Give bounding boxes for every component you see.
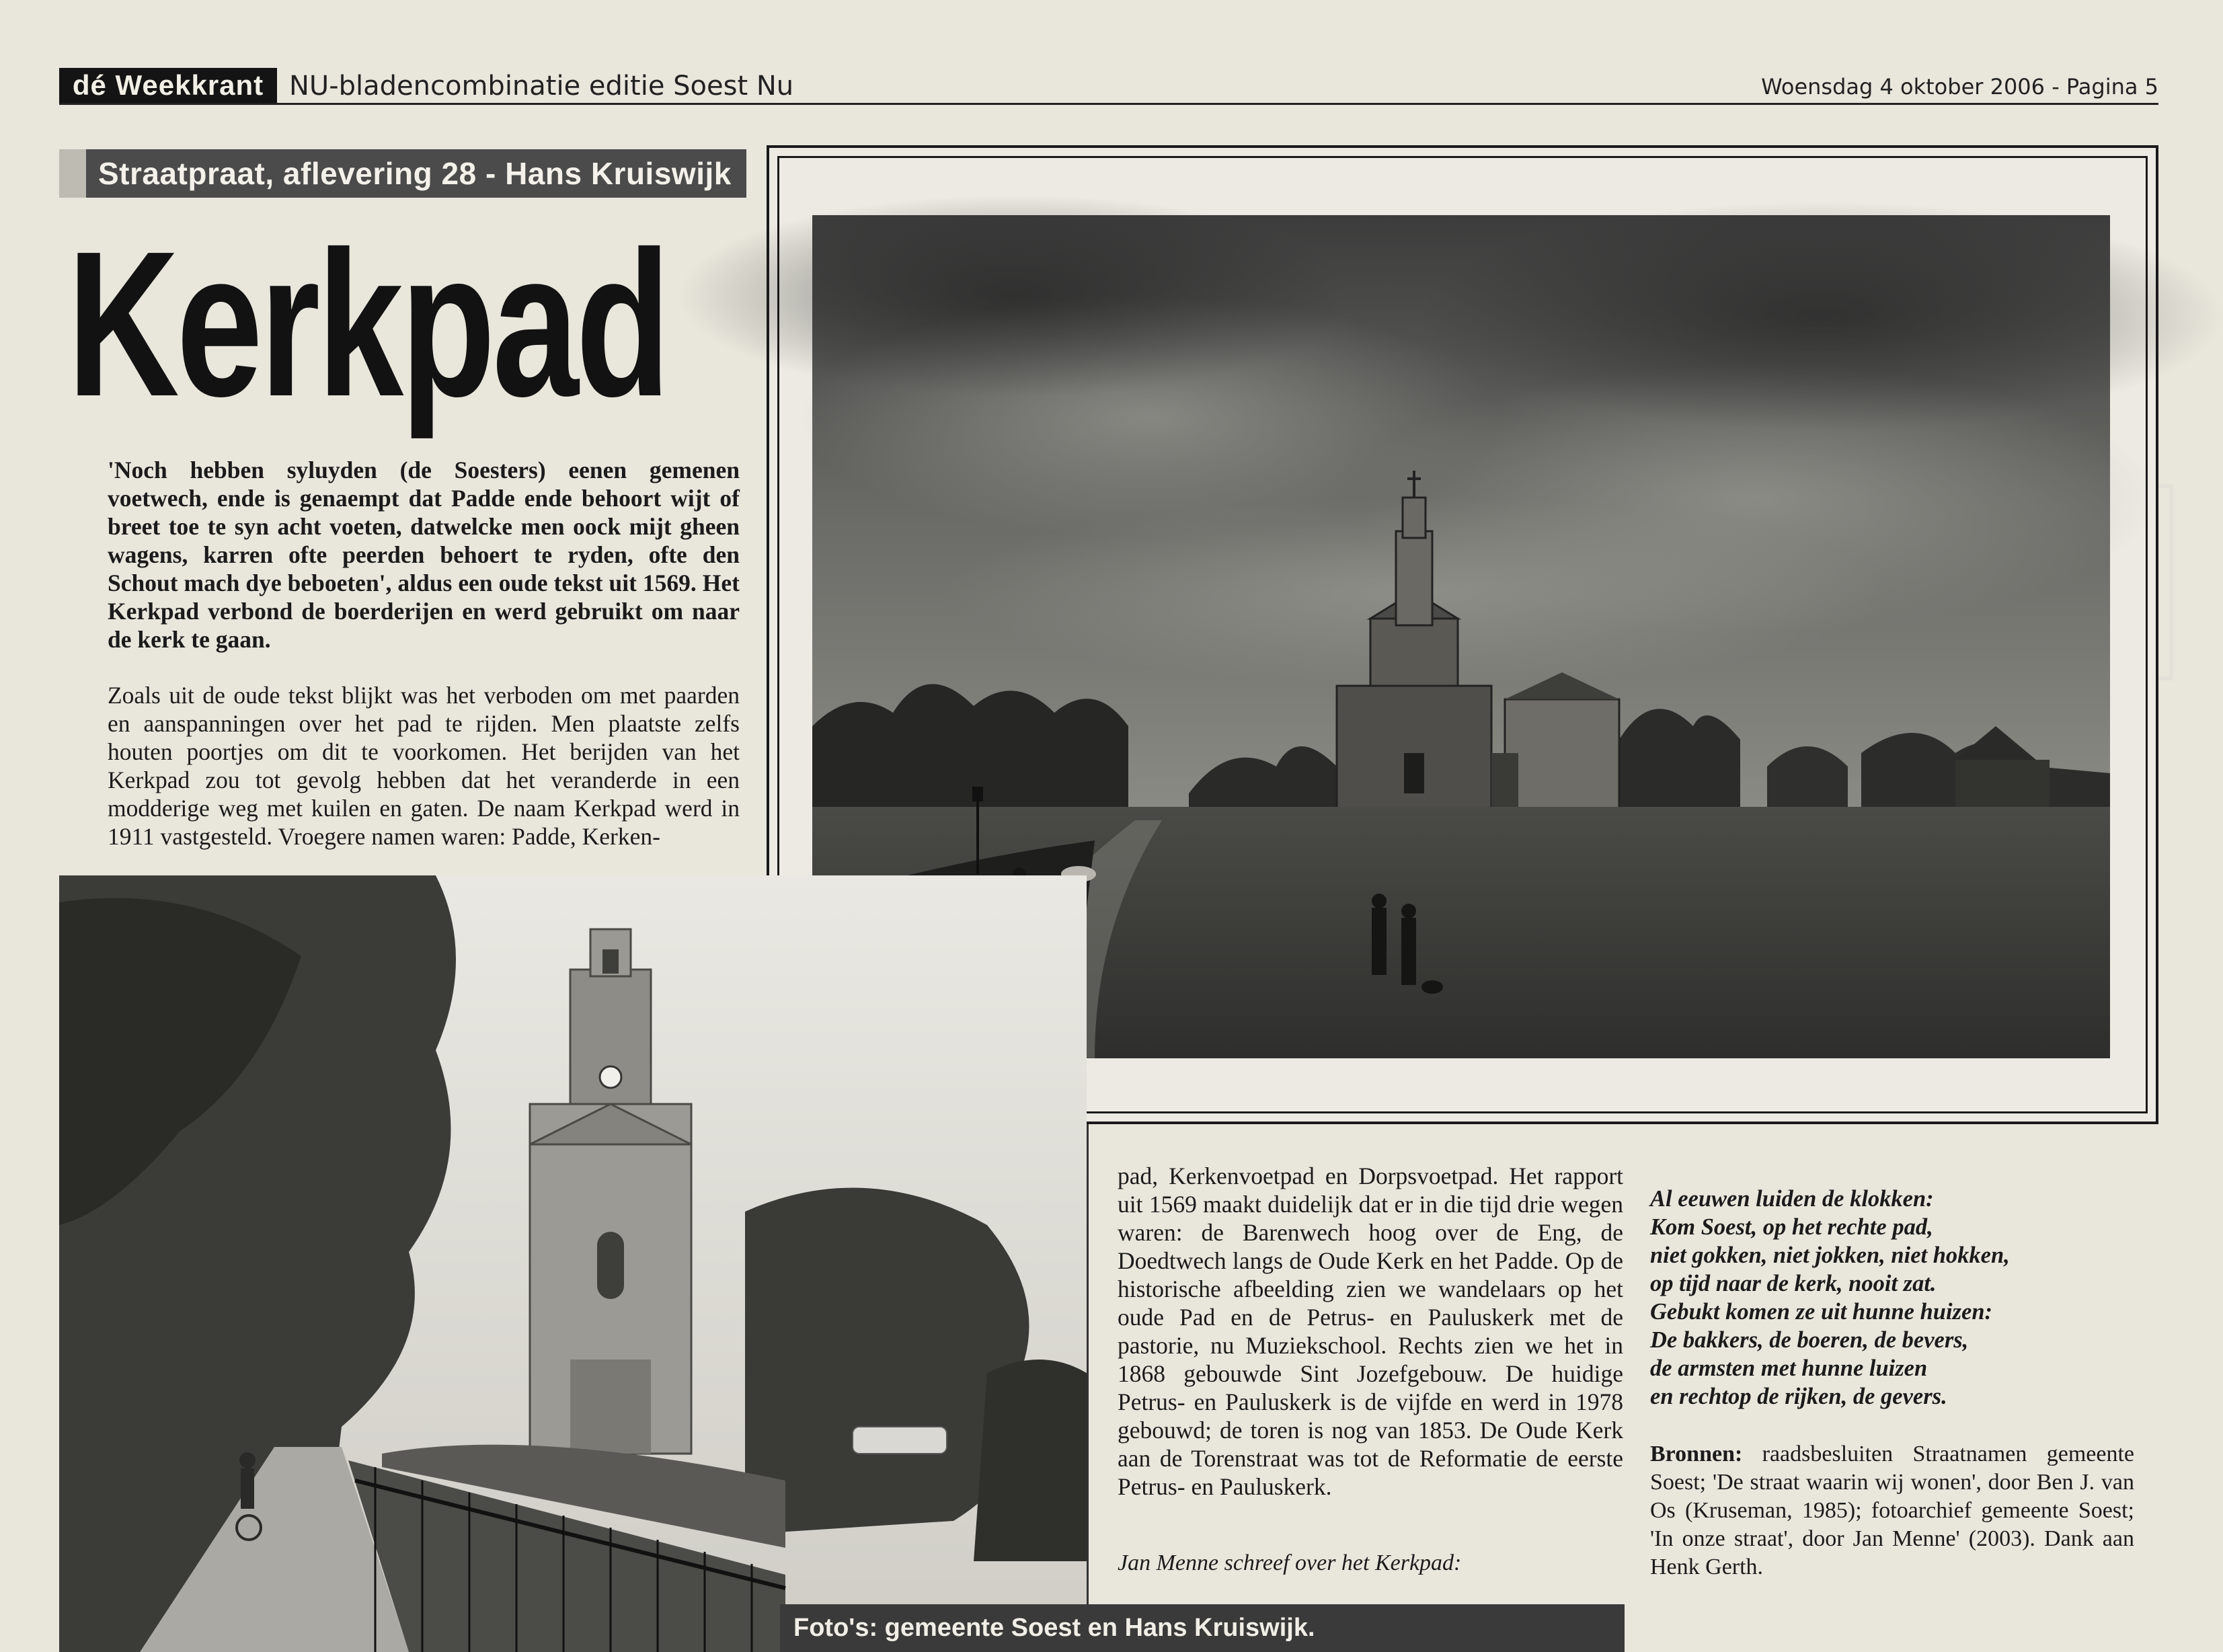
body-paragraph-3: pad, Kerkenvoetpad en Dorpsvoetpad. Het rapport uit 1569 maakt duidelijk dat er in die tijd drie wegen waren: de Barenwech hoog over de Eng, de Doedtwech langs de Oude Kerk en het Padde. Op de historische afbeelding zien we wandelaars op het oude Pad en de Petrus- en Pauluskerk met de pastorie, nu Muziekschool. Rechts zien we het in 1868 gebouwde Sint Jozefgebouw. De huidige Petrus- en Pauluskerk is de vijfde en werd in 1978 gebouwd; de toren is nog van 1853. De Oude Kerk aan de Torenstraat was tot de Reformatie de eerste Petrus- en Pauluskerk. — [1118, 1163, 1623, 1500]
intro-paragraph: 'Noch hebben syluyden (de Soesters) eenen gemenen voetwech, ende is genaempt dat Padde ende behoort wijt of breet toe te syn acht voeten, datwelcke men oock mijt gheen wagens, karren ofte peerden behoert te ryden, ofte den Schout mach dye beboeten', aldus een oude tekst uit 1569. Het Kerkpad verbond de boerderijen en werd gebruikt om naar de kerk te gaan. — [108, 457, 740, 653]
header-rule — [59, 103, 2158, 105]
poem-line: de armsten met hunne luizen — [1650, 1355, 1928, 1381]
headline: Kerkpad — [67, 208, 668, 440]
poem-line: Al eeuwen luiden de klokken: — [1650, 1186, 1934, 1212]
poem-line: en rechtop de rijken, de gevers. — [1650, 1384, 1947, 1409]
poem-credit-line: Jan Menne schreef over het Kerkpad: — [1118, 1550, 1462, 1575]
poem-line: Gebukt komen ze uit hunne huizen: — [1650, 1299, 1992, 1325]
street-photo-kerkpad — [59, 875, 1087, 1652]
newspaper-logo: dé Weekkrant — [59, 68, 277, 103]
series-banner: Straatpraat, aflevering 28 - Hans Kruiswijk — [59, 149, 746, 198]
poem — [1650, 1185, 2134, 1411]
poem-line: niet gokken, niet jokken, niet hokken, — [1650, 1243, 2010, 1268]
poem-line: op tijd naar de kerk, nooit zat. — [1650, 1271, 1937, 1296]
poem-line: De bakkers, de boeren, de bevers, — [1650, 1327, 1969, 1353]
body-paragraph-2: Zoals uit de oude tekst blijkt was het verboden om met paarden en aanspanningen over het pad te rijden. Men plaatste zelfs houten poortjes om dit te voorkomen. Het berijden van het Kerkpad zou tot gevolg hebben dat het veranderde in een modderige weg met kuilen en gaten. De naam Kerkpad werd in 1911 vastgesteld. Vroegere namen waren: Padde, Kerken- — [108, 682, 740, 850]
date-page: Woensdag 4 oktober 2006 - Pagina 5 — [1761, 74, 2158, 100]
sources-text: raadsbesluiten Straatnamen gemeente Soest; 'De straat waarin wij wonen', door Ben J. van Os (Kruseman, 1985); fotoarchief gemeente Soest; 'In onze straat', door Jan Menne' (2003). Dank aan Henk Gerth. — [1650, 1442, 2134, 1579]
photo-credit: Foto's: gemeente Soest en Hans Kruiswijk. — [780, 1604, 1625, 1652]
edition-name: NU-bladencombinatie editie Soest Nu — [289, 71, 794, 102]
sources — [1650, 1440, 2134, 1581]
divider-line — [1087, 1124, 1089, 1606]
poem-line: Kom Soest, op het rechte pad, — [1650, 1214, 1933, 1240]
sources-label: Bronnen: — [1650, 1442, 1743, 1466]
